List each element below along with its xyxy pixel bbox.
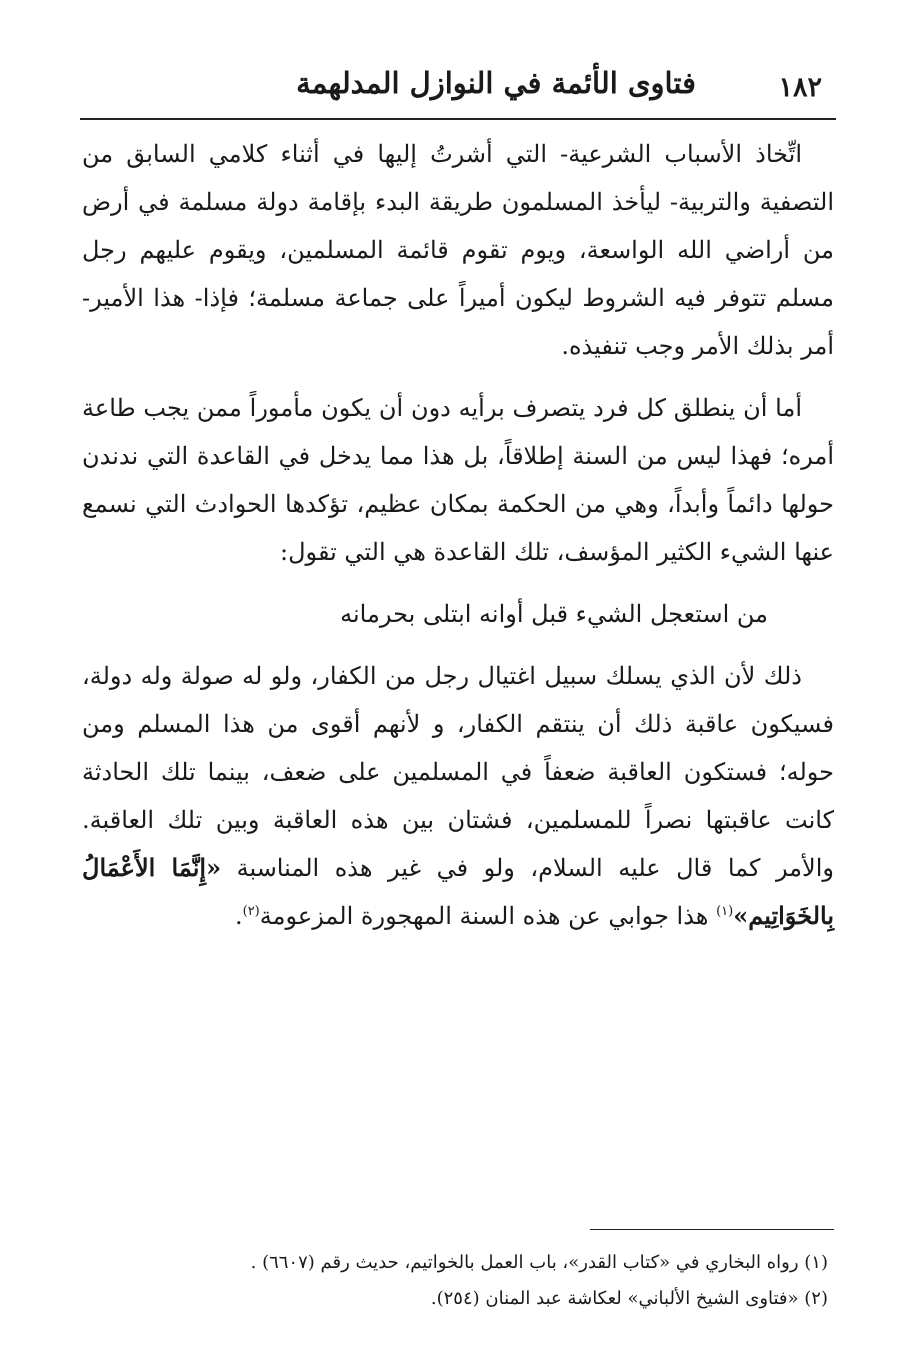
- running-title: فتاوى الأئمة في النوازل المدلهمة: [296, 66, 696, 100]
- page-number: ١٨٢: [778, 72, 822, 103]
- footnotes: [82, 1245, 834, 1317]
- main-text: [82, 130, 834, 954]
- page-header: [80, 64, 836, 116]
- paragraph-1: اتِّخاذ الأسباب الشرعية- التي أشرتُ إليها في أثناء كلامي السابق من التصفية والتربية- ليأخذ المسلمون طريقة البدء بإقامة دولة مسلمة في أرض من أراضي الله الواسعة، ويوم تقوم قائمة المسلمين، ويقوم عليهم رجل مسلم تتوفر فيه الشروط ليكون أميراً على جماعة مسلمة؛ فإذا- هذا الأمير- أمر بذلك الأمر وجب تنفيذه.: [82, 140, 834, 360]
- hadith-quote: «إِنَّمَا الأَعْمَالُ بِالخَوَاتِيم»: [82, 853, 834, 930]
- header-rule: [80, 118, 836, 120]
- paragraph-3-end: .: [234, 902, 243, 930]
- paragraph-3-text-cont: هذا جوابي عن هذه السنة المهجورة المزعومة: [259, 902, 717, 930]
- footnote-rule: [590, 1229, 834, 1230]
- footnote-ref-1[interactable]: (١): [716, 904, 734, 919]
- paragraph-3: [82, 652, 834, 940]
- paragraph-3-text: ذلك لأن الذي يسلك سبيل اغتيال رجل من الكفار، ولو له صولة وله دولة، فسيكون عاقبة ذلك أن ينتقم الكفار، و لأنهم أقوى من هذا المسلم ومن حوله؛ فستكون العاقبة ضعفاً في المسلمين على ضعف، بينما تلك الحادثة كانت عاقبتها نصراً للمسلمين، فشتان بين هذه العاقبة وبين تلك العاقبة. والأمر كما قال عليه السلام، ولو في غير هذه المناسبة: [82, 662, 834, 882]
- proverb-line: من استعجل الشيء قبل أوانه ابتلى بحرمانه: [340, 600, 768, 628]
- footnote-2: (٢) «فتاوى الشيخ الألباني» لعكاشة عبد المنان (٢٥٤).: [430, 1288, 828, 1309]
- footnote-ref-2[interactable]: (٢): [242, 904, 260, 919]
- paragraph-2: أما أن ينطلق كل فرد يتصرف برأيه دون أن يكون مأموراً ممن يجب طاعة أمره؛ فهذا ليس من السنة إطلاقاً، بل هذا مما يدخل في القاعدة التي ندندن حولها دائماً وأبداً، وهي من الحكمة بمكان عظيم، تؤكدها الحوادث التي نسمع عنها الشيء الكثير المؤسف، تلك القاعدة هي التي تقول:: [82, 394, 834, 566]
- footnote-1: (١) رواه البخاري في «كتاب القدر»، باب العمل بالخواتيم، حديث رقم (٦٦٠٧) .: [250, 1252, 828, 1273]
